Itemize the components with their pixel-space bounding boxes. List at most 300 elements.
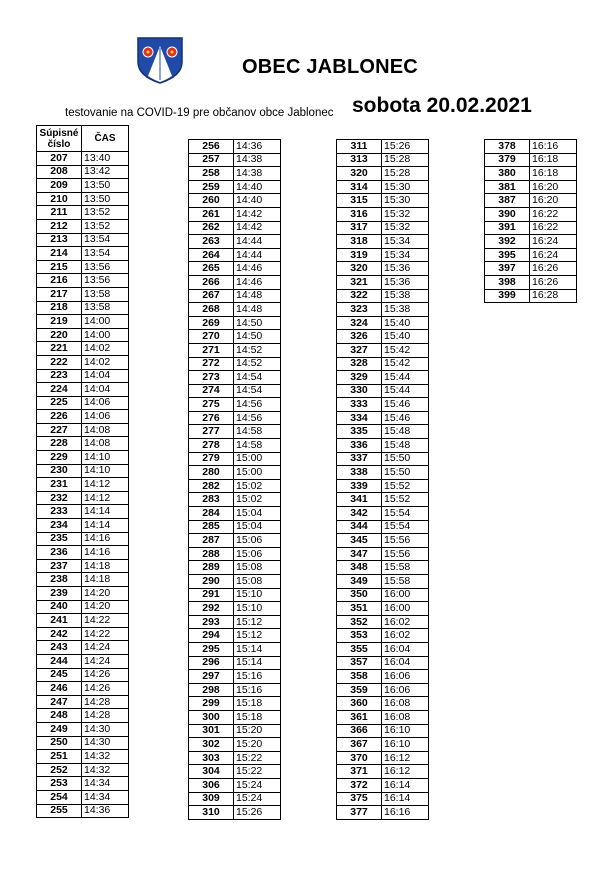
table-row [189,343,281,357]
time-cell: 15:12 [234,629,281,643]
house-number-cell: 323 [337,303,382,317]
table-row [485,275,577,289]
schedule-table-1 [36,125,129,818]
table-row [337,479,429,493]
house-number-cell: 335 [337,425,382,439]
house-number-cell: 317 [337,221,382,235]
house-number-cell: 297 [189,670,234,684]
table-row [37,437,129,451]
house-number-cell: 391 [485,221,530,235]
table-row [189,262,281,276]
time-cell: 14:24 [82,641,129,655]
house-number-cell: 310 [189,806,234,820]
time-cell: 16:16 [530,140,577,154]
house-number-cell: 280 [189,466,234,480]
table-row [37,355,129,369]
time-cell: 14:42 [234,221,281,235]
time-cell: 15:08 [234,575,281,589]
time-cell: 14:16 [82,546,129,560]
table-row [337,398,429,412]
house-number-cell: 339 [337,479,382,493]
time-cell: 15:12 [234,615,281,629]
table-row [189,642,281,656]
house-number-cell: 241 [37,614,82,628]
time-cell: 14:36 [234,140,281,154]
time-cell: 15:18 [234,710,281,724]
house-number-cell: 211 [37,206,82,220]
house-number-cell: 263 [189,235,234,249]
time-cell: 14:00 [82,328,129,342]
time-cell: 15:16 [234,670,281,684]
table-row [189,411,281,425]
time-cell: 14:18 [82,559,129,573]
table-row [37,654,129,668]
column-header-time: ČAS [82,126,129,152]
house-number-cell: 229 [37,451,82,465]
house-number-cell: 292 [189,602,234,616]
time-cell: 14:16 [82,532,129,546]
table-row [189,194,281,208]
time-cell: 14:34 [82,777,129,791]
house-number-cell: 222 [37,355,82,369]
house-number-cell: 290 [189,575,234,589]
time-cell: 14:38 [234,167,281,181]
table-row [37,695,129,709]
table-row [189,493,281,507]
house-number-cell: 268 [189,303,234,317]
house-number-cell: 320 [337,167,382,181]
house-number-cell: 311 [337,140,382,154]
house-number-cell: 306 [189,778,234,792]
house-number-cell: 375 [337,792,382,806]
table-row [37,491,129,505]
house-number-cell: 214 [37,247,82,261]
house-number-cell: 207 [37,152,82,166]
table-row [189,289,281,303]
house-number-cell: 398 [485,275,530,289]
schedule-table-2 [188,139,281,820]
house-number-cell: 370 [337,751,382,765]
house-number-cell: 372 [337,778,382,792]
house-number-cell: 227 [37,423,82,437]
time-cell: 15:20 [234,724,281,738]
table-row [189,534,281,548]
table-row [37,315,129,329]
table-row [337,534,429,548]
house-number-cell: 341 [337,493,382,507]
table-row [189,466,281,480]
table-row [37,165,129,179]
table-row [189,398,281,412]
table-row [189,561,281,575]
house-number-cell: 284 [189,507,234,521]
table-row [189,479,281,493]
time-cell: 15:10 [234,588,281,602]
table-row [337,384,429,398]
table-row [337,330,429,344]
table-row [337,670,429,684]
table-row [189,275,281,289]
house-number-cell: 330 [337,384,382,398]
schedule-column-2 [188,139,281,820]
table-row [189,710,281,724]
house-number-cell: 395 [485,248,530,262]
table-row [189,140,281,154]
table-row [337,547,429,561]
time-cell: 15:22 [234,751,281,765]
time-cell: 15:44 [382,371,429,385]
schedule-table-3 [336,139,429,820]
table-row [337,738,429,752]
house-number-cell: 231 [37,478,82,492]
time-cell: 14:50 [234,330,281,344]
time-cell: 16:26 [530,275,577,289]
table-row [485,167,577,181]
house-number-cell: 219 [37,315,82,329]
house-number-cell: 216 [37,274,82,288]
table-row [189,235,281,249]
house-number-cell: 371 [337,765,382,779]
house-number-cell: 225 [37,396,82,410]
time-cell: 15:30 [382,180,429,194]
table-row [189,724,281,738]
house-number-cell: 213 [37,233,82,247]
table-row [337,439,429,453]
time-cell: 14:42 [234,207,281,221]
time-cell: 14:40 [234,194,281,208]
house-number-cell: 283 [189,493,234,507]
house-number-cell: 287 [189,534,234,548]
table-row [37,573,129,587]
time-cell: 14:44 [234,248,281,262]
time-cell: 14:52 [234,357,281,371]
table-row [337,751,429,765]
time-cell: 15:50 [382,466,429,480]
table-row [485,207,577,221]
time-cell: 14:00 [82,315,129,329]
table-row [337,629,429,643]
time-cell: 14:12 [82,491,129,505]
time-cell: 15:34 [382,235,429,249]
time-cell: 16:20 [530,180,577,194]
table-row [337,642,429,656]
time-cell: 13:50 [82,179,129,193]
table-row [337,235,429,249]
time-cell: 16:10 [382,738,429,752]
table-row [189,153,281,167]
time-cell: 14:44 [234,235,281,249]
house-number-cell: 243 [37,641,82,655]
time-cell: 15:36 [382,262,429,276]
table-row [37,451,129,465]
time-cell: 14:46 [234,275,281,289]
house-number-cell: 366 [337,724,382,738]
house-number-cell: 397 [485,262,530,276]
time-cell: 14:28 [82,709,129,723]
time-cell: 14:28 [82,695,129,709]
house-number-cell: 321 [337,275,382,289]
house-number-cell: 267 [189,289,234,303]
table-row [37,682,129,696]
time-cell: 15:26 [382,140,429,154]
page-subtitle: testovanie na COVID-19 pre občanov obce Jablonec [65,107,334,119]
table-row [37,777,129,791]
table-row [337,153,429,167]
time-cell: 14:02 [82,355,129,369]
table-row [189,615,281,629]
time-cell: 14:20 [82,600,129,614]
table-row [189,316,281,330]
table-row [37,152,129,166]
time-cell: 13:58 [82,301,129,315]
table-row [337,778,429,792]
schedule-table-4 [484,139,577,303]
table-row [189,792,281,806]
table-row [37,287,129,301]
house-number-cell: 259 [189,180,234,194]
time-cell: 14:40 [234,180,281,194]
time-cell: 15:56 [382,534,429,548]
time-cell: 16:02 [382,615,429,629]
schedule-column-3 [336,139,429,820]
house-number-cell: 233 [37,505,82,519]
time-cell: 15:18 [234,697,281,711]
time-cell: 14:30 [82,736,129,750]
house-number-cell: 261 [189,207,234,221]
house-number-cell: 390 [485,207,530,221]
table-row [189,384,281,398]
time-cell: 16:28 [530,289,577,303]
time-cell: 14:32 [82,763,129,777]
time-cell: 14:26 [82,668,129,682]
table-row [485,221,577,235]
house-number-cell: 244 [37,654,82,668]
table-row [37,790,129,804]
table-row [337,194,429,208]
table-row [337,724,429,738]
time-cell: 15:02 [234,493,281,507]
house-number-cell: 251 [37,750,82,764]
house-number-cell: 357 [337,656,382,670]
time-cell: 15:10 [234,602,281,616]
table-row [189,520,281,534]
time-cell: 15:52 [382,479,429,493]
house-number-cell: 350 [337,588,382,602]
house-number-cell: 288 [189,547,234,561]
time-cell: 14:48 [234,303,281,317]
house-number-cell: 294 [189,629,234,643]
table-row [337,275,429,289]
time-cell: 13:54 [82,247,129,261]
time-cell: 16:24 [530,235,577,249]
time-cell: 15:44 [382,384,429,398]
table-row [189,303,281,317]
house-number-cell: 360 [337,697,382,711]
house-number-cell: 367 [337,738,382,752]
time-cell: 16:18 [530,167,577,181]
house-number-cell: 303 [189,751,234,765]
house-number-cell: 342 [337,507,382,521]
house-number-cell: 275 [189,398,234,412]
table-row [337,371,429,385]
house-number-cell: 328 [337,357,382,371]
time-cell: 16:26 [530,262,577,276]
table-row [37,519,129,533]
house-number-cell: 247 [37,695,82,709]
house-number-cell: 234 [37,519,82,533]
time-cell: 13:40 [82,152,129,166]
time-cell: 14:48 [234,289,281,303]
house-number-cell: 302 [189,738,234,752]
time-cell: 13:56 [82,260,129,274]
table-row [337,602,429,616]
table-row [37,464,129,478]
table-row [189,180,281,194]
house-number-cell: 270 [189,330,234,344]
table-row [337,411,429,425]
house-number-cell: 338 [337,466,382,480]
time-cell: 14:52 [234,343,281,357]
house-number-cell: 352 [337,615,382,629]
table-row [337,493,429,507]
time-cell: 16:12 [382,765,429,779]
table-row [189,588,281,602]
table-row [37,383,129,397]
time-cell: 15:42 [382,343,429,357]
table-row [37,505,129,519]
table-row [189,738,281,752]
house-number-cell: 226 [37,410,82,424]
time-cell: 15:46 [382,398,429,412]
table-row [37,763,129,777]
time-cell: 14:34 [82,790,129,804]
time-cell: 14:14 [82,505,129,519]
house-number-cell: 358 [337,670,382,684]
time-cell: 14:20 [82,587,129,601]
time-cell: 15:24 [234,778,281,792]
table-row [37,641,129,655]
time-cell: 16:04 [382,642,429,656]
house-number-cell: 324 [337,316,382,330]
house-number-cell: 266 [189,275,234,289]
time-cell: 15:24 [234,792,281,806]
time-cell: 16:06 [382,670,429,684]
time-cell: 14:38 [234,153,281,167]
time-cell: 14:56 [234,398,281,412]
house-number-cell: 285 [189,520,234,534]
time-cell: 13:50 [82,192,129,206]
house-number-cell: 260 [189,194,234,208]
house-number-cell: 349 [337,575,382,589]
table-row [337,507,429,521]
time-cell: 15:00 [234,466,281,480]
table-row [37,709,129,723]
house-number-cell: 249 [37,722,82,736]
time-cell: 14:14 [82,519,129,533]
table-row [189,629,281,643]
house-number-cell: 258 [189,167,234,181]
house-number-cell: 264 [189,248,234,262]
house-number-cell: 293 [189,615,234,629]
table-row [189,248,281,262]
table-row [37,668,129,682]
table-row [485,262,577,276]
house-number-cell: 210 [37,192,82,206]
house-number-cell: 336 [337,439,382,453]
house-number-cell: 217 [37,287,82,301]
table-row [337,656,429,670]
table-row [189,221,281,235]
house-number-cell: 237 [37,559,82,573]
house-number-cell: 329 [337,371,382,385]
house-number-cell: 239 [37,587,82,601]
table-row [189,751,281,765]
house-number-cell: 299 [189,697,234,711]
table-row [337,588,429,602]
table-row [337,248,429,262]
house-number-cell: 209 [37,179,82,193]
time-cell: 15:00 [234,452,281,466]
time-cell: 15:38 [382,303,429,317]
time-cell: 16:14 [382,792,429,806]
table-row [189,547,281,561]
house-number-cell: 248 [37,709,82,723]
time-cell: 14:04 [82,383,129,397]
column-header-number: Súpisné číslo [37,126,82,152]
table-row [337,615,429,629]
time-cell: 15:54 [382,520,429,534]
table-row [37,559,129,573]
time-cell: 15:50 [382,452,429,466]
house-number-cell: 387 [485,194,530,208]
table-row [189,452,281,466]
table-row [37,369,129,383]
house-number-cell: 320 [337,262,382,276]
house-number-cell: 347 [337,547,382,561]
house-number-cell: 296 [189,656,234,670]
time-cell: 15:14 [234,642,281,656]
time-cell: 16:04 [382,656,429,670]
house-number-cell: 315 [337,194,382,208]
time-cell: 16:12 [382,751,429,765]
time-cell: 13:58 [82,287,129,301]
time-cell: 15:16 [234,683,281,697]
house-number-cell: 309 [189,792,234,806]
house-number-cell: 353 [337,629,382,643]
time-cell: 15:20 [234,738,281,752]
time-cell: 14:22 [82,627,129,641]
time-cell: 15:42 [382,357,429,371]
time-cell: 16:16 [382,806,429,820]
house-number-cell: 291 [189,588,234,602]
time-cell: 15:56 [382,547,429,561]
table-row [337,262,429,276]
time-cell: 14:36 [82,804,129,818]
house-number-cell: 265 [189,262,234,276]
time-cell: 14:50 [234,316,281,330]
test-date: sobota 20.02.2021 [352,94,532,117]
time-cell: 15:04 [234,520,281,534]
house-number-cell: 359 [337,683,382,697]
house-number-cell: 215 [37,260,82,274]
house-number-cell: 334 [337,411,382,425]
house-number-cell: 242 [37,627,82,641]
time-cell: 14:08 [82,423,129,437]
table-row [189,670,281,684]
table-row [485,153,577,167]
table-row [337,167,429,181]
house-number-cell: 262 [189,221,234,235]
